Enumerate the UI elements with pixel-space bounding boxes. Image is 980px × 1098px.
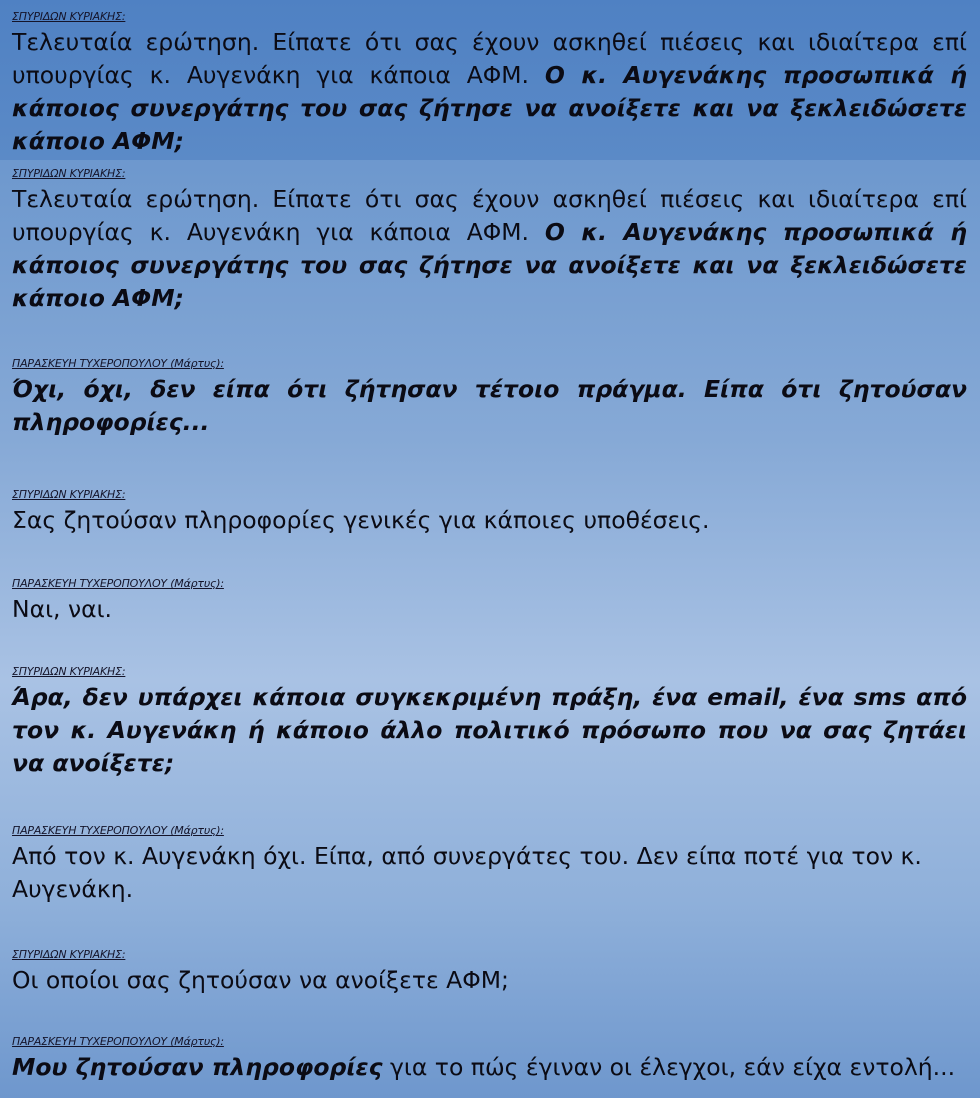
transcript-block-5 — [12, 577, 967, 626]
speech-bold: Ο κ. Αυγενάκης προσωπικά ή κάποιος συνεργάτης του σας ζήτησε να ανοίξετε και να ξεκλειδώσετε κάποιο ΑΦΜ; — [12, 61, 968, 155]
transcript-block-9 — [12, 1035, 967, 1084]
speech-bold: Μου ζητούσαν πληροφορίες — [12, 1053, 383, 1081]
speaker-label: ΣΠΥΡΙΔΩΝ ΚΥΡΙΑΚΗΣ: — [12, 665, 126, 678]
transcript-block-2 — [12, 167, 967, 315]
speech-text: Από τον κ. Αυγενάκη όχι. Είπα, από συνεργάτες του. Δεν είπα ποτέ για τον κ. Αυγενάκη. — [12, 842, 922, 903]
speech-normal: Τελευταία ερώτηση. Είπατε ότι σας έχουν ασκηθεί πιέσεις και ιδιαίτερα επί υπουργίας κ. Αυγενάκη για κάποια ΑΦΜ. — [12, 28, 967, 89]
speech-text: Σας ζητούσαν πληροφορίες γενικές για κάποιες υποθέσεις. — [12, 506, 710, 534]
transcript-block-1 — [12, 10, 967, 158]
speaker-label: ΣΠΥΡΙΔΩΝ ΚΥΡΙΑΚΗΣ: — [12, 167, 126, 180]
speaker-label: ΠΑΡΑΣΚΕΥΗ ΤΥΧΕΡΟΠΟΥΛΟΥ (Μάρτυς): — [12, 577, 224, 590]
speech-text — [12, 183, 967, 315]
speaker-label: ΣΠΥΡΙΔΩΝ ΚΥΡΙΑΚΗΣ: — [12, 948, 126, 961]
speech-normal: για το πώς έγιναν οι έλεγχοι, εάν είχα εντολή... — [382, 1053, 956, 1081]
speech-text — [12, 26, 967, 158]
transcript-block-6 — [12, 665, 967, 780]
speaker-label: ΠΑΡΑΣΚΕΥΗ ΤΥΧΕΡΟΠΟΥΛΟΥ (Μάρτυς): — [12, 824, 224, 837]
transcript-block-4 — [12, 488, 967, 537]
speaker-label: ΣΠΥΡΙΔΩΝ ΚΥΡΙΑΚΗΣ: — [12, 10, 126, 23]
speech-text: Όχι, όχι, δεν είπα ότι ζήτησαν τέτοιο πράγμα. Είπα ότι ζητούσαν πληροφορίες... — [12, 375, 967, 436]
speaker-label: ΠΑΡΑΣΚΕΥΗ ΤΥΧΕΡΟΠΟΥΛΟΥ (Μάρτυς): — [12, 357, 224, 370]
speaker-label: ΣΠΥΡΙΔΩΝ ΚΥΡΙΑΚΗΣ: — [12, 488, 126, 501]
transcript-block-8 — [12, 948, 967, 997]
speech-bold: Ο κ. Αυγενάκης προσωπικά ή κάποιος συνεργάτης του σας ζήτησε να ανοίξετε και να ξεκλειδώσετε κάποιο ΑΦΜ; — [12, 218, 968, 312]
speech-text: Ναι, ναι. — [12, 595, 113, 623]
transcript-block-7 — [12, 824, 967, 906]
transcript-block-3 — [12, 357, 967, 439]
speech-text: Άρα, δεν υπάρχει κάποια συγκεκριμένη πράξη, ένα email, ένα sms από τον κ. Αυγενάκη ή κάποιο άλλο πολιτικό πρόσωπο που να σας ζητάει να ανοίξετε; — [12, 683, 967, 777]
speech-text: Οι οποίοι σας ζητούσαν να ανοίξετε ΑΦΜ; — [12, 966, 509, 994]
speech-normal: Τελευταία ερώτηση. Είπατε ότι σας έχουν ασκηθεί πιέσεις και ιδιαίτερα επί υπουργίας κ. Αυγενάκη για κάποια ΑΦΜ. — [12, 185, 967, 246]
speech-text — [12, 1051, 967, 1084]
speaker-label: ΠΑΡΑΣΚΕΥΗ ΤΥΧΕΡΟΠΟΥΛΟΥ (Μάρτυς): — [12, 1035, 224, 1048]
